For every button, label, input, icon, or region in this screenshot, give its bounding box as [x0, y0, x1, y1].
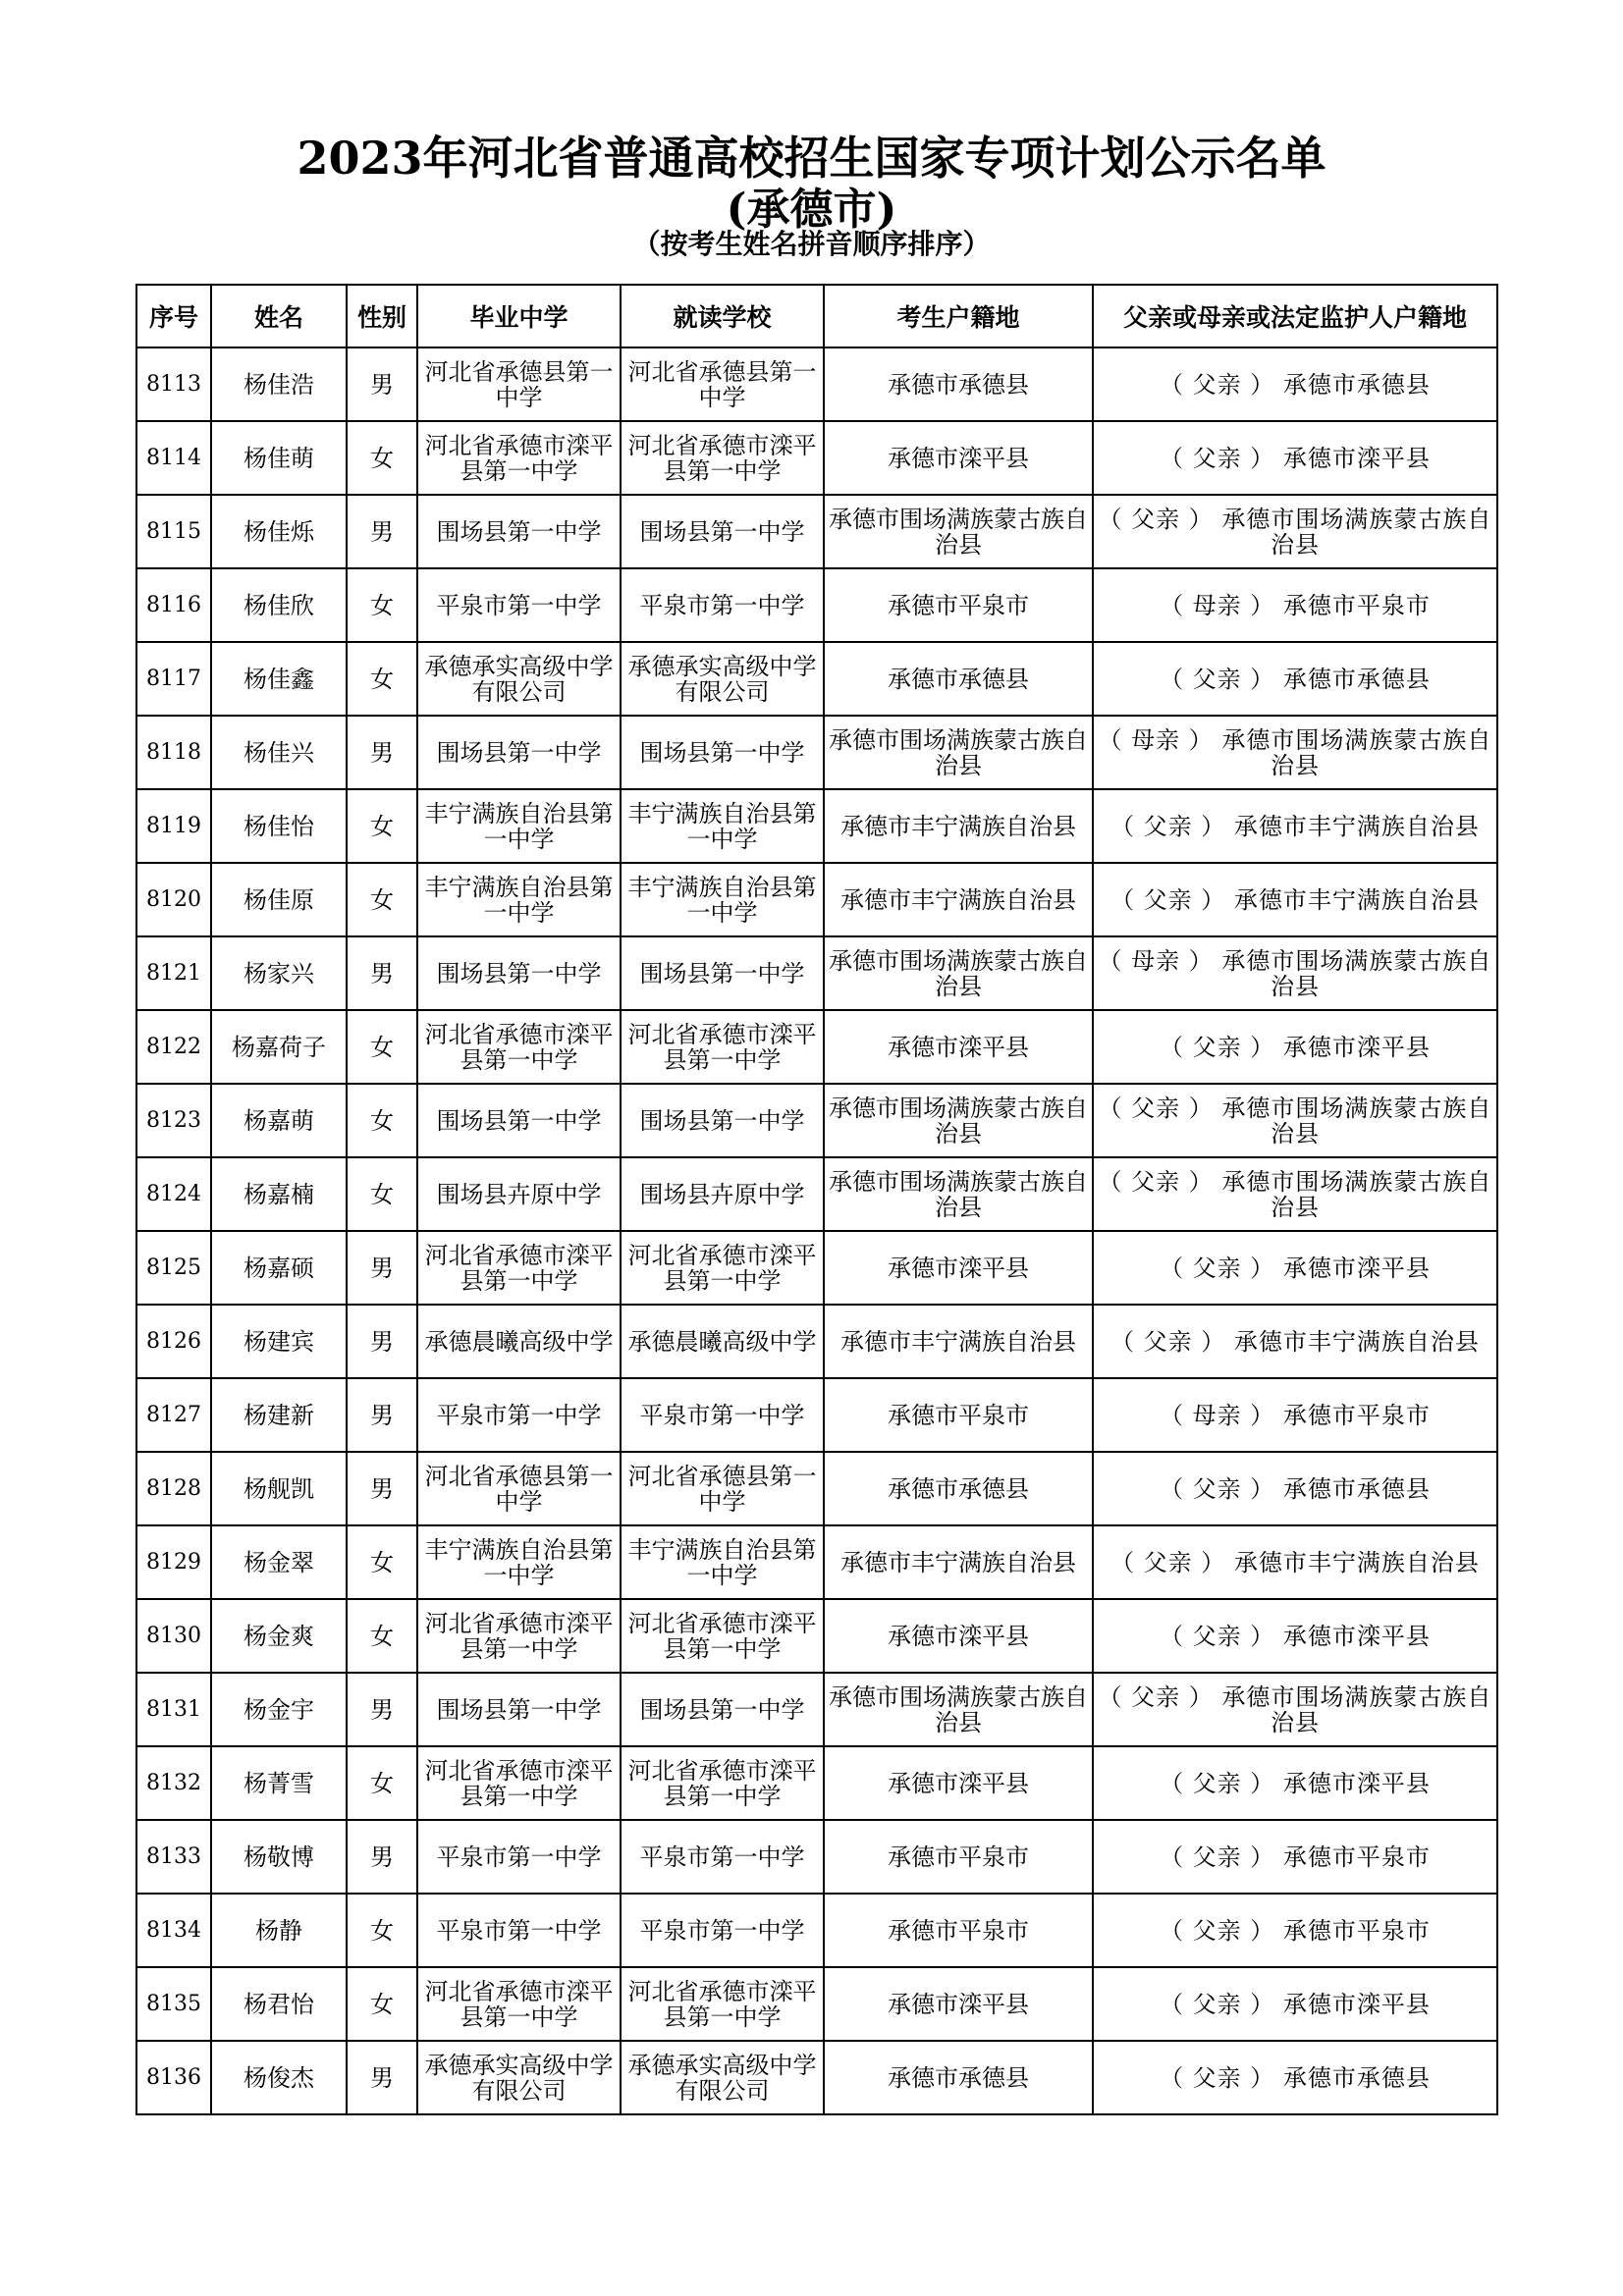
guardian-residence-cell: （ 父亲 ） 承德市承德县 — [1093, 1452, 1497, 1525]
seq-cell: 8122 — [136, 1010, 211, 1084]
residence-cell: 承德市承德县 — [824, 2041, 1093, 2114]
table-row — [136, 1157, 1497, 1231]
grad-school-cell: 丰宁满族自治县第一中学 — [417, 789, 621, 863]
grad-school-cell: 平泉市第一中学 — [417, 1378, 621, 1452]
table-row — [136, 1820, 1497, 1894]
guardian-residence-cell: （ 母亲 ） 承德市围场满族蒙古族自治县 — [1093, 936, 1497, 1010]
seq-cell: 8119 — [136, 789, 211, 863]
table-row — [136, 789, 1497, 863]
current-school-cell: 丰宁满族自治县第一中学 — [621, 1525, 824, 1599]
page-title: 2023年河北省普通高校招生国家专项计划公示名单 — [297, 132, 1326, 185]
current-school-cell: 承德承实高级中学有限公司 — [621, 642, 824, 716]
current-school-cell: 围场县第一中学 — [621, 495, 824, 568]
name-cell: 杨金翠 — [211, 1525, 347, 1599]
header-name: 姓名 — [211, 285, 347, 347]
name-cell: 杨佳浩 — [211, 347, 347, 421]
gender-cell: 女 — [347, 1157, 417, 1231]
gender-cell: 女 — [347, 421, 417, 495]
grad-school-cell: 围场县第一中学 — [417, 495, 621, 568]
grad-school-cell: 承德承实高级中学有限公司 — [417, 2041, 621, 2114]
residence-cell: 承德市滦平县 — [824, 421, 1093, 495]
seq-cell: 8133 — [136, 1820, 211, 1894]
seq-cell: 8134 — [136, 1894, 211, 1967]
seq-cell: 8118 — [136, 716, 211, 789]
sort-note: （按考生姓名拼音顺序排序） — [632, 228, 991, 260]
page-subtitle: (承德市) — [726, 185, 897, 235]
seq-cell: 8135 — [136, 1967, 211, 2041]
grad-school-cell: 河北省承德市滦平县第一中学 — [417, 1599, 621, 1673]
residence-cell: 承德市丰宁满族自治县 — [824, 1525, 1093, 1599]
gender-cell: 男 — [347, 495, 417, 568]
residence-cell: 承德市滦平县 — [824, 1010, 1093, 1084]
table-row — [136, 568, 1497, 642]
guardian-residence-cell: （ 父亲 ） 承德市丰宁满族自治县 — [1093, 1305, 1497, 1378]
table-row — [136, 1010, 1497, 1084]
table-row — [136, 1746, 1497, 1820]
guardian-residence-cell: （ 父亲 ） 承德市围场满族蒙古族自治县 — [1093, 1084, 1497, 1157]
current-school-cell: 河北省承德市滦平县第一中学 — [621, 1010, 824, 1084]
gender-cell: 女 — [347, 1746, 417, 1820]
current-school-cell: 河北省承德市滦平县第一中学 — [621, 421, 824, 495]
table-row — [136, 1525, 1497, 1599]
current-school-cell: 围场县第一中学 — [621, 1673, 824, 1746]
residence-cell: 承德市围场满族蒙古族自治县 — [824, 716, 1093, 789]
table-row — [136, 1231, 1497, 1305]
gender-cell: 女 — [347, 1894, 417, 1967]
header-gender: 性别 — [347, 285, 417, 347]
name-cell: 杨君怡 — [211, 1967, 347, 2041]
residence-cell: 承德市平泉市 — [824, 1820, 1093, 1894]
grad-school-cell: 河北省承德市滦平县第一中学 — [417, 1010, 621, 1084]
residence-cell: 承德市承德县 — [824, 642, 1093, 716]
residence-cell: 承德市平泉市 — [824, 568, 1093, 642]
guardian-residence-cell: （ 父亲 ） 承德市围场满族蒙古族自治县 — [1093, 495, 1497, 568]
grad-school-cell: 平泉市第一中学 — [417, 1820, 621, 1894]
guardian-residence-cell: （ 父亲 ） 承德市承德县 — [1093, 347, 1497, 421]
current-school-cell: 承德晨曦高级中学 — [621, 1305, 824, 1378]
current-school-cell: 围场县第一中学 — [621, 936, 824, 1010]
name-cell: 杨佳烁 — [211, 495, 347, 568]
grad-school-cell: 丰宁满族自治县第一中学 — [417, 1525, 621, 1599]
guardian-residence-cell: （ 父亲 ） 承德市滦平县 — [1093, 1599, 1497, 1673]
guardian-residence-cell: （ 母亲 ） 承德市平泉市 — [1093, 1378, 1497, 1452]
name-cell: 杨佳萌 — [211, 421, 347, 495]
table-row — [136, 495, 1497, 568]
name-cell: 杨建宾 — [211, 1305, 347, 1378]
table-row — [136, 1894, 1497, 1967]
guardian-residence-cell: （ 母亲 ） 承德市平泉市 — [1093, 568, 1497, 642]
current-school-cell: 承德承实高级中学有限公司 — [621, 2041, 824, 2114]
current-school-cell: 河北省承德县第一中学 — [621, 347, 824, 421]
gender-cell: 女 — [347, 1084, 417, 1157]
grad-school-cell: 河北省承德市滦平县第一中学 — [417, 1746, 621, 1820]
guardian-residence-cell: （ 父亲 ） 承德市围场满族蒙古族自治县 — [1093, 1673, 1497, 1746]
grad-school-cell: 河北省承德县第一中学 — [417, 347, 621, 421]
roster-table — [135, 284, 1498, 2115]
grad-school-cell: 围场县第一中学 — [417, 936, 621, 1010]
table-row — [136, 1673, 1497, 1746]
gender-cell: 女 — [347, 568, 417, 642]
table-row — [136, 1599, 1497, 1673]
residence-cell: 承德市围场满族蒙古族自治县 — [824, 1084, 1093, 1157]
name-cell: 杨佳怡 — [211, 789, 347, 863]
name-cell: 杨嘉萌 — [211, 1084, 347, 1157]
table-row — [136, 642, 1497, 716]
guardian-residence-cell: （ 父亲 ） 承德市平泉市 — [1093, 1894, 1497, 1967]
residence-cell: 承德市承德县 — [824, 1452, 1093, 1525]
seq-cell: 8128 — [136, 1452, 211, 1525]
guardian-residence-cell: （ 父亲 ） 承德市围场满族蒙古族自治县 — [1093, 1157, 1497, 1231]
guardian-residence-cell: （ 父亲 ） 承德市滦平县 — [1093, 1231, 1497, 1305]
seq-cell: 8121 — [136, 936, 211, 1010]
table-row — [136, 1967, 1497, 2041]
guardian-residence-cell: （ 父亲 ） 承德市滦平县 — [1093, 1746, 1497, 1820]
grad-school-cell: 河北省承德市滦平县第一中学 — [417, 1967, 621, 2041]
residence-cell: 承德市滦平县 — [824, 1231, 1093, 1305]
current-school-cell: 河北省承德市滦平县第一中学 — [621, 1967, 824, 2041]
grad-school-cell: 丰宁满族自治县第一中学 — [417, 863, 621, 936]
header-grad-school: 毕业中学 — [417, 285, 621, 347]
seq-cell: 8117 — [136, 642, 211, 716]
residence-cell: 承德市围场满族蒙古族自治县 — [824, 1157, 1093, 1231]
roster-body — [136, 347, 1497, 2114]
current-school-cell: 围场县第一中学 — [621, 1084, 824, 1157]
seq-cell: 8125 — [136, 1231, 211, 1305]
grad-school-cell: 平泉市第一中学 — [417, 1894, 621, 1967]
seq-cell: 8120 — [136, 863, 211, 936]
header-seq: 序号 — [136, 285, 211, 347]
gender-cell: 男 — [347, 1452, 417, 1525]
gender-cell: 男 — [347, 1231, 417, 1305]
guardian-residence-cell: （ 父亲 ） 承德市滦平县 — [1093, 1010, 1497, 1084]
gender-cell: 女 — [347, 642, 417, 716]
current-school-cell: 平泉市第一中学 — [621, 1894, 824, 1967]
gender-cell: 男 — [347, 1378, 417, 1452]
name-cell: 杨嘉硕 — [211, 1231, 347, 1305]
table-row — [136, 347, 1497, 421]
grad-school-cell: 围场县第一中学 — [417, 1673, 621, 1746]
seq-cell: 8115 — [136, 495, 211, 568]
gender-cell: 男 — [347, 936, 417, 1010]
residence-cell: 承德市平泉市 — [824, 1894, 1093, 1967]
name-cell: 杨舰凯 — [211, 1452, 347, 1525]
grad-school-cell: 围场县第一中学 — [417, 716, 621, 789]
table-row — [136, 863, 1497, 936]
table-row — [136, 716, 1497, 789]
current-school-cell: 平泉市第一中学 — [621, 1378, 824, 1452]
guardian-residence-cell: （ 父亲 ） 承德市承德县 — [1093, 642, 1497, 716]
residence-cell: 承德市滦平县 — [824, 1746, 1093, 1820]
table-row — [136, 936, 1497, 1010]
residence-cell: 承德市围场满族蒙古族自治县 — [824, 1673, 1093, 1746]
residence-cell: 承德市丰宁满族自治县 — [824, 789, 1093, 863]
seq-cell: 8129 — [136, 1525, 211, 1599]
residence-cell: 承德市丰宁满族自治县 — [824, 863, 1093, 936]
gender-cell: 女 — [347, 789, 417, 863]
gender-cell: 男 — [347, 1673, 417, 1746]
grad-school-cell: 承德晨曦高级中学 — [417, 1305, 621, 1378]
guardian-residence-cell: （ 父亲 ） 承德市承德县 — [1093, 2041, 1497, 2114]
header-current-school: 就读学校 — [621, 285, 824, 347]
guardian-residence-cell: （ 父亲 ） 承德市滦平县 — [1093, 421, 1497, 495]
name-cell: 杨静 — [211, 1894, 347, 1967]
current-school-cell: 围场县卉原中学 — [621, 1157, 824, 1231]
guardian-residence-cell: （ 父亲 ） 承德市丰宁满族自治县 — [1093, 1525, 1497, 1599]
residence-cell: 承德市围场满族蒙古族自治县 — [824, 495, 1093, 568]
residence-cell: 承德市丰宁满族自治县 — [824, 1305, 1093, 1378]
grad-school-cell: 河北省承德市滦平县第一中学 — [417, 1231, 621, 1305]
residence-cell: 承德市滦平县 — [824, 1599, 1093, 1673]
name-cell: 杨嘉荷子 — [211, 1010, 347, 1084]
current-school-cell: 平泉市第一中学 — [621, 1820, 824, 1894]
gender-cell: 女 — [347, 1599, 417, 1673]
name-cell: 杨家兴 — [211, 936, 347, 1010]
grad-school-cell: 河北省承德市滦平县第一中学 — [417, 421, 621, 495]
current-school-cell: 河北省承德市滦平县第一中学 — [621, 1599, 824, 1673]
gender-cell: 女 — [347, 863, 417, 936]
grad-school-cell: 围场县第一中学 — [417, 1084, 621, 1157]
grad-school-cell: 承德承实高级中学有限公司 — [417, 642, 621, 716]
residence-cell: 承德市承德县 — [824, 347, 1093, 421]
seq-cell: 8116 — [136, 568, 211, 642]
gender-cell: 男 — [347, 1305, 417, 1378]
seq-cell: 8123 — [136, 1084, 211, 1157]
current-school-cell: 丰宁满族自治县第一中学 — [621, 863, 824, 936]
grad-school-cell: 平泉市第一中学 — [417, 568, 621, 642]
seq-cell: 8132 — [136, 1746, 211, 1820]
residence-cell: 承德市围场满族蒙古族自治县 — [824, 936, 1093, 1010]
seq-cell: 8136 — [136, 2041, 211, 2114]
guardian-residence-cell: （ 父亲 ） 承德市滦平县 — [1093, 1967, 1497, 2041]
name-cell: 杨金宇 — [211, 1673, 347, 1746]
header-row — [136, 285, 1497, 347]
name-cell: 杨敬博 — [211, 1820, 347, 1894]
seq-cell: 8124 — [136, 1157, 211, 1231]
name-cell: 杨俊杰 — [211, 2041, 347, 2114]
gender-cell: 男 — [347, 347, 417, 421]
current-school-cell: 围场县第一中学 — [621, 716, 824, 789]
current-school-cell: 河北省承德县第一中学 — [621, 1452, 824, 1525]
grad-school-cell: 围场县卉原中学 — [417, 1157, 621, 1231]
seq-cell: 8113 — [136, 347, 211, 421]
residence-cell: 承德市平泉市 — [824, 1378, 1093, 1452]
name-cell: 杨建新 — [211, 1378, 347, 1452]
seq-cell: 8131 — [136, 1673, 211, 1746]
gender-cell: 女 — [347, 1010, 417, 1084]
current-school-cell: 平泉市第一中学 — [621, 568, 824, 642]
table-row — [136, 1452, 1497, 1525]
name-cell: 杨嘉楠 — [211, 1157, 347, 1231]
gender-cell: 男 — [347, 716, 417, 789]
name-cell: 杨金爽 — [211, 1599, 347, 1673]
guardian-residence-cell: （ 父亲 ） 承德市平泉市 — [1093, 1820, 1497, 1894]
name-cell: 杨菁雪 — [211, 1746, 347, 1820]
table-row — [136, 421, 1497, 495]
gender-cell: 女 — [347, 1967, 417, 2041]
gender-cell: 女 — [347, 1525, 417, 1599]
header-guardian-residence: 父亲或母亲或法定监护人户籍地 — [1093, 285, 1497, 347]
current-school-cell: 河北省承德市滦平县第一中学 — [621, 1231, 824, 1305]
name-cell: 杨佳原 — [211, 863, 347, 936]
residence-cell: 承德市滦平县 — [824, 1967, 1093, 2041]
name-cell: 杨佳鑫 — [211, 642, 347, 716]
name-cell: 杨佳欣 — [211, 568, 347, 642]
seq-cell: 8126 — [136, 1305, 211, 1378]
gender-cell: 男 — [347, 1820, 417, 1894]
table-row — [136, 2041, 1497, 2114]
table-row — [136, 1305, 1497, 1378]
seq-cell: 8114 — [136, 421, 211, 495]
guardian-residence-cell: （ 母亲 ） 承德市围场满族蒙古族自治县 — [1093, 716, 1497, 789]
seq-cell: 8127 — [136, 1378, 211, 1452]
name-cell: 杨佳兴 — [211, 716, 347, 789]
current-school-cell: 河北省承德市滦平县第一中学 — [621, 1746, 824, 1820]
grad-school-cell: 河北省承德县第一中学 — [417, 1452, 621, 1525]
table-row — [136, 1084, 1497, 1157]
guardian-residence-cell: （ 父亲 ） 承德市丰宁满族自治县 — [1093, 863, 1497, 936]
header-residence: 考生户籍地 — [824, 285, 1093, 347]
seq-cell: 8130 — [136, 1599, 211, 1673]
gender-cell: 男 — [347, 2041, 417, 2114]
current-school-cell: 丰宁满族自治县第一中学 — [621, 789, 824, 863]
guardian-residence-cell: （ 父亲 ） 承德市丰宁满族自治县 — [1093, 789, 1497, 863]
table-row — [136, 1378, 1497, 1452]
